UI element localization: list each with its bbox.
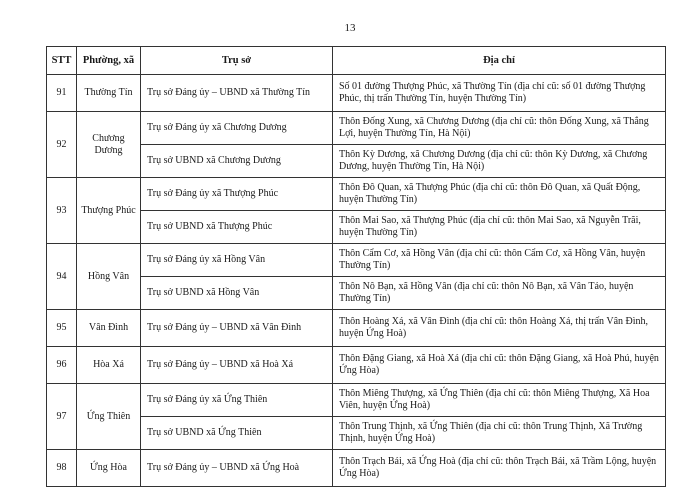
row-address: Thôn Mai Sao, xã Thượng Phúc (địa chỉ cũ: thôn Mai Sao, xã Nguyễn Trãi, huyện Thường Tín) — [333, 211, 666, 244]
row-office: Trụ sở Đảng ủy – UBND xã Vân Đình — [141, 310, 333, 347]
row-address: Thôn Cẩm Cơ, xã Hồng Vân (địa chỉ cũ: thôn Cẩm Cơ, xã Hồng Vân, huyện Thường Tín) — [333, 244, 666, 277]
row-office: Trụ sở UBND xã Thượng Phúc — [141, 211, 333, 244]
row-address: Thôn Hoàng Xá, xã Vân Đình (địa chỉ cũ: thôn Hoàng Xá, thị trấn Vân Đình, huyện Ứng Hoà) — [333, 310, 666, 347]
table-row — [47, 244, 666, 277]
row-address: Thôn Đô Quan, xã Thượng Phúc (địa chỉ cũ: thôn Đô Quan, xã Quất Động, huyện Thường Tín) — [333, 178, 666, 211]
office-address-table — [46, 46, 666, 487]
row-office: Trụ sở Đảng ủy – UBND xã Ứng Hoà — [141, 450, 333, 487]
row-stt: 92 — [47, 112, 77, 178]
row-office: Trụ sở Đảng ủy – UBND xã Thường Tín — [141, 75, 333, 112]
row-office: Trụ sở UBND xã Ứng Thiên — [141, 417, 333, 450]
table-row — [47, 178, 666, 211]
table-row — [47, 450, 666, 487]
row-stt: 95 — [47, 310, 77, 347]
table-body — [47, 75, 666, 487]
row-ward: Thượng Phúc — [77, 178, 141, 244]
table-row — [47, 384, 666, 417]
row-ward: Ứng Thiên — [77, 384, 141, 450]
row-ward: Hồng Vân — [77, 244, 141, 310]
row-ward: Vân Đình — [77, 310, 141, 347]
row-office: Trụ sở Đảng ủy xã Chương Dương — [141, 112, 333, 145]
page-number: 13 — [344, 22, 356, 34]
row-address: Thôn Trung Thịnh, xã Ứng Thiên (địa chỉ cũ: thôn Trung Thịnh, Xã Trường Thịnh, huyện Ứng Hoà) — [333, 417, 666, 450]
row-stt: 93 — [47, 178, 77, 244]
table-row — [47, 347, 666, 384]
header-address: Địa chỉ — [333, 47, 666, 75]
row-ward: Chương Dương — [77, 112, 141, 178]
row-stt: 97 — [47, 384, 77, 450]
row-office: Trụ sở Đảng ủy xã Thượng Phúc — [141, 178, 333, 211]
row-address: Thôn Đặng Giang, xã Hoà Xá (địa chỉ cũ: thôn Đặng Giang, xã Hoà Phú, huyện Ứng Hòa) — [333, 347, 666, 384]
row-stt: 91 — [47, 75, 77, 112]
header-ward: Phường, xã — [77, 47, 141, 75]
table-row — [47, 75, 666, 112]
header-stt: STT — [47, 47, 77, 75]
row-address: Số 01 đường Thượng Phúc, xã Thường Tín (địa chỉ cũ: số 01 đường Thượng Phúc, thị trấn Thường Tín, huyện Thường Tín) — [333, 75, 666, 112]
table-row — [47, 112, 666, 145]
row-address: Thôn Nô Bạn, xã Hồng Vân (địa chỉ cũ: thôn Nô Bạn, xã Vân Tảo, huyện Thường Tín) — [333, 277, 666, 310]
row-stt: 94 — [47, 244, 77, 310]
row-ward: Ứng Hòa — [77, 450, 141, 487]
row-stt: 96 — [47, 347, 77, 384]
table-row — [47, 310, 666, 347]
row-office: Trụ sở Đảng ủy xã Hồng Vân — [141, 244, 333, 277]
header-office: Trụ sở — [141, 47, 333, 75]
row-office: Trụ sở Đảng ủy – UBND xã Hoà Xá — [141, 347, 333, 384]
row-ward: Thường Tín — [77, 75, 141, 112]
row-address: Thôn Trạch Bái, xã Ứng Hoà (địa chỉ cũ: thôn Trạch Bái, xã Trầm Lộng, huyện Ứng Hòa) — [333, 450, 666, 487]
row-office: Trụ sở UBND xã Chương Dương — [141, 145, 333, 178]
row-office: Trụ sở Đảng ủy xã Ứng Thiên — [141, 384, 333, 417]
row-address: Thôn Miêng Thượng, xã Ứng Thiên (địa chỉ cũ: thôn Miêng Thượng, Xã Hoa Viên, huyện Ứng Hoà) — [333, 384, 666, 417]
table-header-row — [47, 47, 666, 75]
row-ward: Hòa Xá — [77, 347, 141, 384]
row-address: Thôn Kỳ Dương, xã Chương Dương (địa chỉ cũ: thôn Kỳ Dương, xã Chương Dương, huyện Thường Tín, Hà Nội) — [333, 145, 666, 178]
row-stt: 98 — [47, 450, 77, 487]
row-office: Trụ sở UBND xã Hồng Vân — [141, 277, 333, 310]
row-address: Thôn Đống Xung, xã Chương Dương (địa chỉ cũ: thôn Đống Xung, xã Thắng Lợi, huyện Thường Tín, Hà Nội) — [333, 112, 666, 145]
